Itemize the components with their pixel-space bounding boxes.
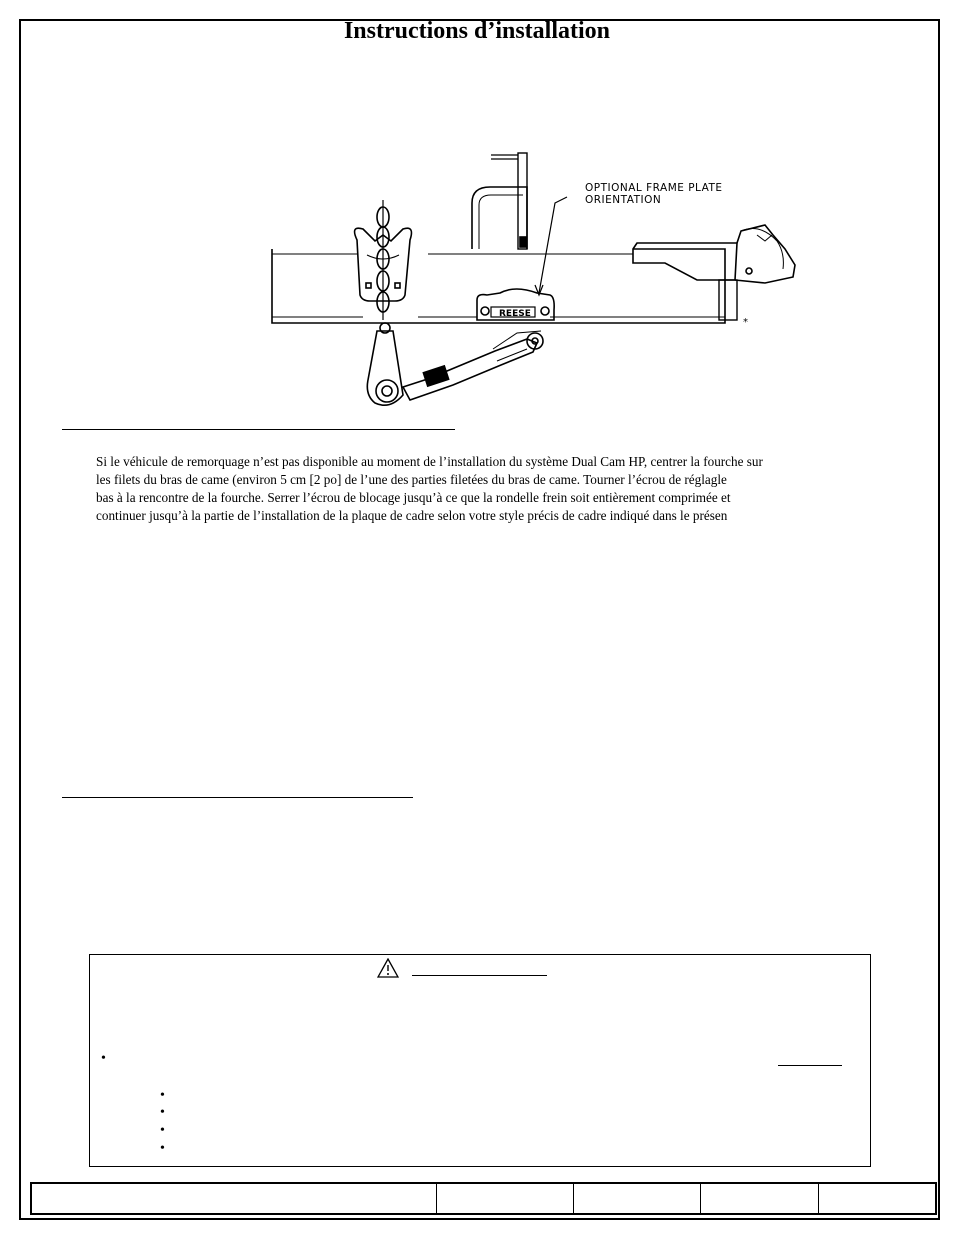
callout-text-1: OPTIONAL FRAME PLATE: [585, 182, 723, 194]
warning-emphasis-underline: [778, 1065, 842, 1066]
warning-heading-underline: [412, 975, 547, 976]
section-rule-1: [62, 429, 455, 430]
cam-arm: [403, 339, 537, 400]
footer-cell: [437, 1184, 574, 1213]
asterisk-mark: *: [743, 317, 748, 328]
warning-box: [89, 954, 871, 1167]
footer-table: [30, 1182, 937, 1215]
warning-sub-bullet: •: [160, 1088, 165, 1103]
warning-bullet: •: [101, 1051, 106, 1066]
footer-cell: [701, 1184, 819, 1213]
warning-sub-bullet: •: [160, 1123, 165, 1138]
footer-cell: [819, 1184, 935, 1213]
page-title: Instructions d’installation: [343, 18, 611, 44]
callout-leader: [539, 197, 567, 293]
footer-cell: [32, 1184, 437, 1213]
warning-sub-bullet: •: [160, 1141, 165, 1156]
c-clamp: [472, 187, 527, 249]
body-paragraph: Si le véhicule de remorquage n’est pas disponible au moment de l’installation du système Dual Cam HP, centrer la fourche sur les filets du bras de came (environ 5 cm [2 po] de l’une des parties filetées du bras de came. Tourner l’écrou de réglagle bas à la rencontre de la fourche. Serrer l’écrou de blocage jusqu’à ce que la rondelle frein soit entièrement comprimée et continuer jusqu’à la partie de l’installation de la plaque de cadre selon votre style précis de cadre indiqué dans le présen: [96, 454, 763, 523]
callout-text-2: ORIENTATION: [585, 194, 662, 206]
warning-sub-bullet: •: [160, 1105, 165, 1120]
brand-label: REESE: [499, 309, 531, 319]
footer-cell: [574, 1184, 701, 1213]
hitch-illustration: [265, 145, 825, 417]
section-rule-2: [62, 797, 413, 798]
warning-triangle-icon: [377, 958, 399, 978]
